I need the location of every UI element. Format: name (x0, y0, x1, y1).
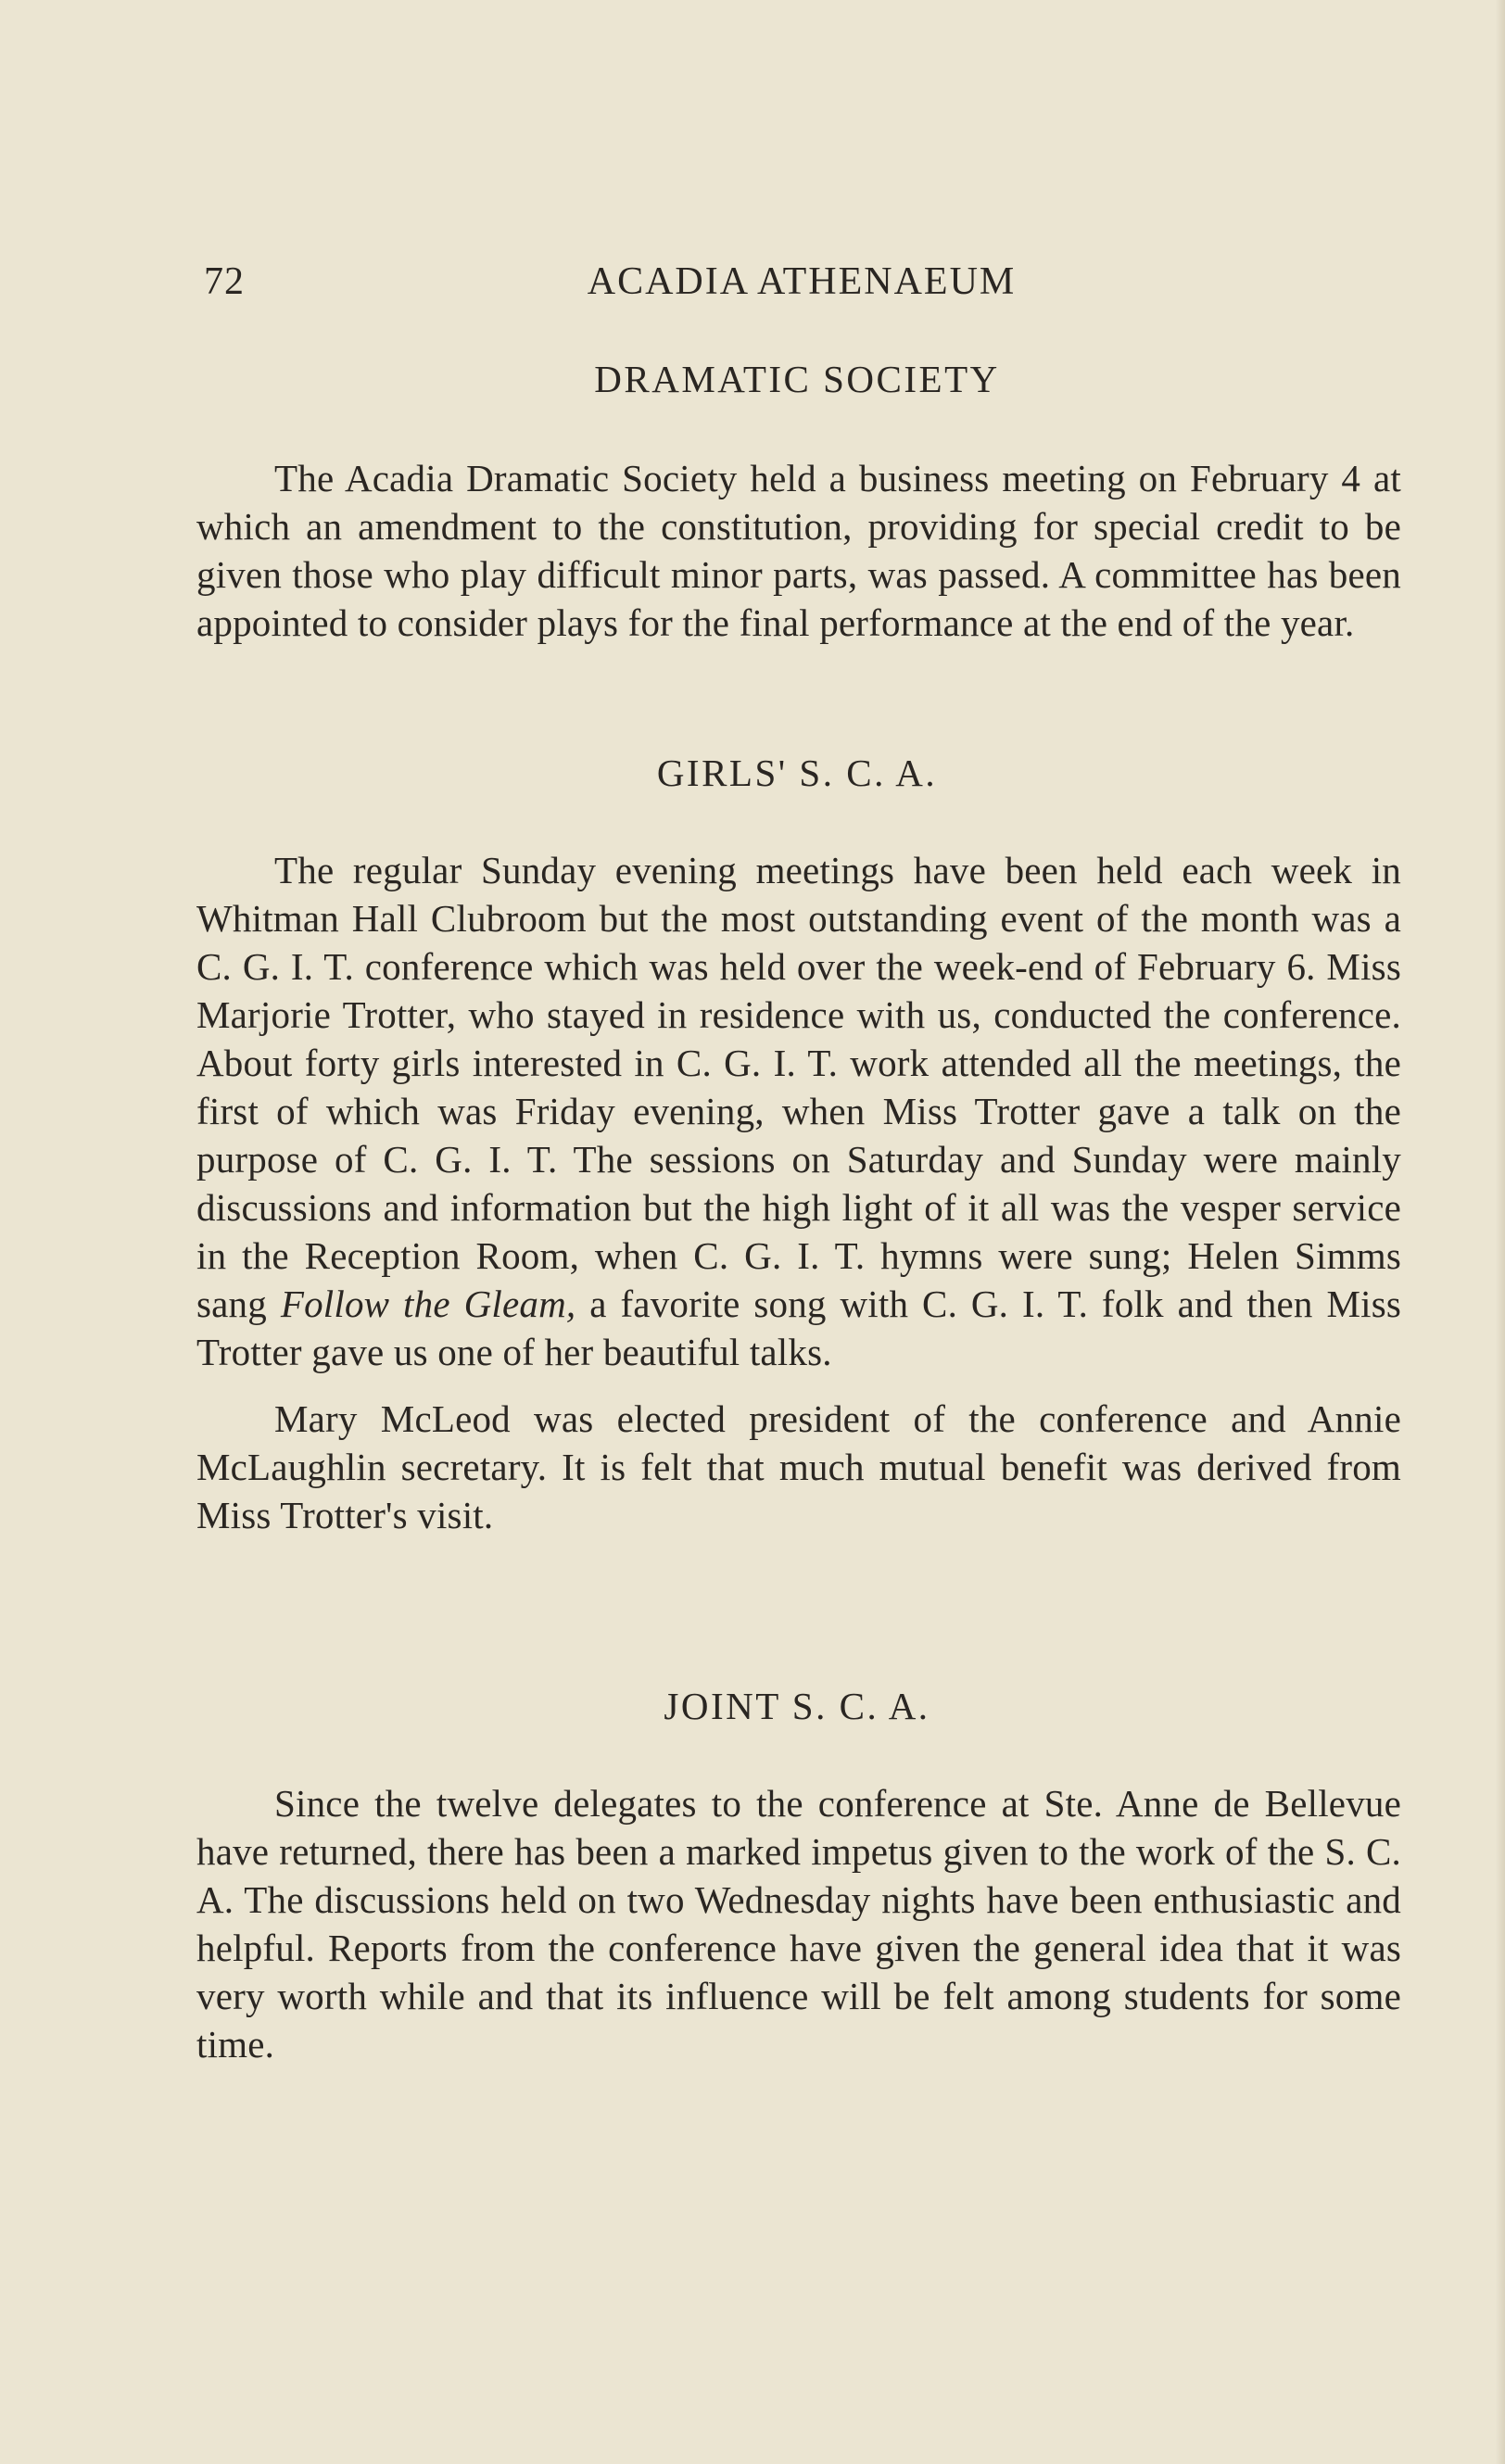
section-heading-joint-sca: JOINT S. C. A. (664, 1685, 930, 1727)
page-number: 72 (204, 260, 245, 303)
section-body-dramatic-society (196, 454, 1401, 647)
running-title: ACADIA ATHENAEUM (587, 260, 1017, 303)
paragraph-text: The regular Sunday evening meetings have been held each week in Whitman Hall Clubroom but the most outstanding event of the month was a C. G. I. T. conference which was held over the week-end of February 6. Miss Marjorie Trotter, who stayed in residence with us, conducted the conference. About forty girls interested in C. G. I. T. work attended all the meetings, the first of which was Friday evening, when Miss Trotter gave a talk on the purpose of C. G. I. T. The sessions on Saturday and Sunday were mainly discussions and information but the high light of it all was the vesper service in the Reception Room, when C. G. I. T. hymns were sung; Helen Simms sang (196, 849, 1401, 1325)
paragraph-text-tail: a favorite song with C. G. I. T. folk and then Miss Trotter gave us one of her beautiful talks. (196, 1283, 1402, 1373)
section-heading-girls-sca: GIRLS' S. C. A. (656, 752, 938, 794)
section-heading-dramatic-society: DRAMATIC SOCIETY (594, 358, 1000, 400)
paragraph: The Acadia Dramatic Society held a business meeting on February 4 at which an amendment to the constitution, providing for special credit to be given those who play difficult minor parts, was passed. A committee has been appointed to consider plays for the final performance at the end of the year. (196, 457, 1401, 644)
section-body-joint-sca (196, 1779, 1401, 2068)
page-edge-shadow (1496, 0, 1505, 2464)
running-header (204, 259, 1399, 315)
paragraph: Mary McLeod was elected president of the conference and Annie McLaughlin secretary. It is felt that much mutual benefit was derived from Miss Trotter's visit. (196, 1397, 1401, 1536)
song-title: Follow the Gleam, (280, 1283, 576, 1325)
paragraph (196, 846, 1401, 1376)
paragraph: Since the twelve delegates to the conference at Ste. Anne de Bellevue have returned, there has been a marked impetus given to the work of the S. C. A. The discussions held on two Wednesday nights have been enthusiastic and helpful. Reports from the conference have given the general idea that it was very worth while and that its influence will be felt among students for some time. (196, 1782, 1401, 2066)
section-body-girls-sca (196, 846, 1401, 1539)
